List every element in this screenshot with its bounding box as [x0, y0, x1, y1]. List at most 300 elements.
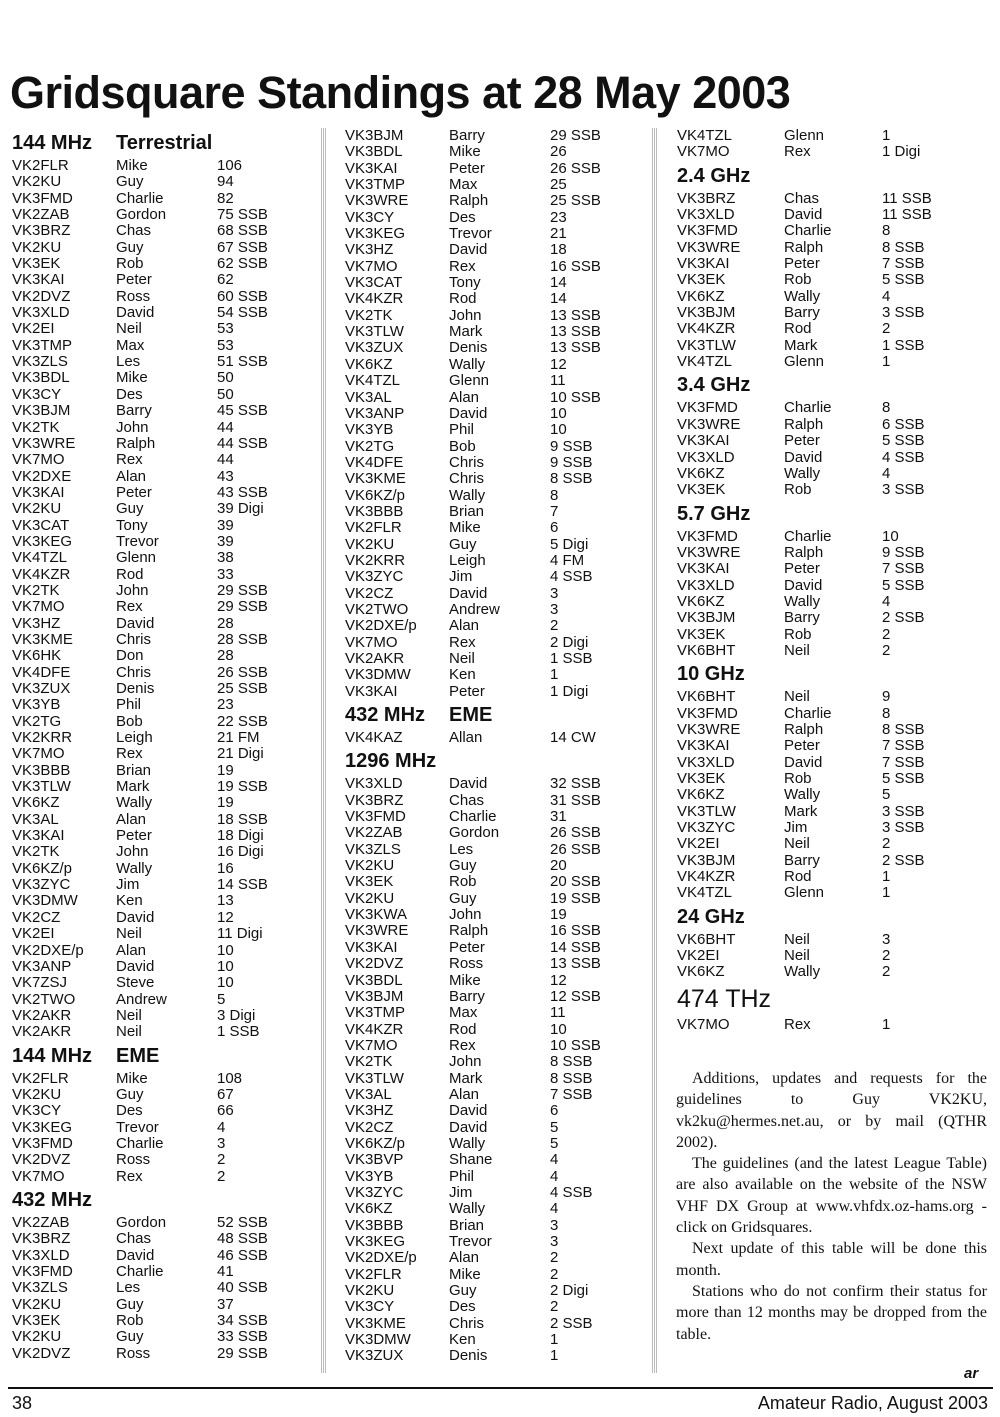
callsign: VK3FMD — [12, 1134, 73, 1152]
callsign: VK3KEG — [12, 532, 73, 550]
standing-row — [345, 422, 645, 438]
standing-row — [677, 755, 992, 771]
operator-name: Trevor — [449, 225, 492, 243]
callsign: VK2KU — [12, 1295, 62, 1313]
grid-count: 2 — [882, 625, 891, 643]
standing-row — [12, 223, 312, 239]
operator-name: Glenn — [784, 353, 825, 371]
standing-row — [677, 529, 992, 545]
operator-name: John — [116, 843, 149, 861]
grid-count: 14 — [550, 274, 567, 292]
callsign: VK2KU — [345, 535, 395, 553]
standing-row — [677, 450, 992, 466]
grid-count: 5 — [217, 990, 226, 1008]
callsign: VK3CAT — [12, 516, 70, 534]
standing-row — [345, 793, 645, 809]
standing-row — [345, 357, 645, 373]
operator-name: Chas — [449, 791, 485, 809]
operator-name: Guy — [116, 238, 144, 256]
operator-name: Ross — [116, 287, 151, 305]
standing-row — [12, 697, 312, 713]
operator-name: Allan — [449, 729, 483, 747]
operator-name: Alan — [449, 388, 480, 406]
standing-row — [12, 1120, 312, 1136]
standing-row — [12, 616, 312, 632]
operator-name: Alan — [116, 810, 147, 828]
standing-row — [345, 1087, 645, 1103]
standing-row — [12, 436, 312, 452]
callsign: VK2EI — [12, 320, 55, 338]
operator-name: Guy — [449, 1282, 477, 1300]
operator-name: Wally — [116, 859, 153, 877]
operator-name: Neil — [784, 641, 810, 659]
operator-name: Phil — [116, 696, 142, 714]
standing-row — [12, 665, 312, 681]
standing-row — [12, 648, 312, 664]
grid-count: 14 CW — [550, 729, 596, 747]
grid-count: 1 SSB — [217, 1023, 260, 1041]
operator-name: Alan — [449, 1085, 480, 1103]
grid-count: 38 — [217, 549, 234, 567]
operator-name: Mark — [449, 323, 483, 341]
operator-name: Barry — [116, 402, 152, 420]
standing-row — [677, 207, 992, 223]
grid-count: 53 — [217, 320, 234, 338]
operator-name: Ken — [449, 1331, 476, 1349]
standing-row — [677, 932, 992, 948]
callsign: VK7ZSJ — [12, 974, 68, 992]
grid-count: 26 — [550, 143, 567, 161]
standing-row — [12, 992, 312, 1008]
standing-row — [345, 651, 645, 667]
callsign: VK3KAI — [345, 938, 398, 956]
band-heading — [345, 746, 645, 776]
grid-count: 3 SSB — [882, 304, 925, 322]
callsign: VK3WRE — [677, 720, 741, 738]
operator-name: Don — [116, 647, 144, 665]
standing-row — [12, 550, 312, 566]
grid-count: 21 FM — [217, 729, 260, 747]
standing-row — [12, 1313, 312, 1329]
callsign: VK3WRE — [677, 238, 741, 256]
callsign: VK3WRE — [12, 434, 76, 452]
callsign: VK3KME — [345, 1314, 406, 1332]
standing-row — [345, 586, 645, 602]
grid-count: 13 SSB — [550, 306, 601, 324]
operator-name: Brian — [116, 761, 152, 779]
grid-count: 26 SSB — [550, 159, 601, 177]
operator-name: David — [449, 1118, 488, 1136]
standing-row — [345, 537, 645, 553]
grid-count: 23 — [217, 696, 234, 714]
callsign: VK4KAZ — [345, 729, 403, 747]
grid-count: 2 — [217, 1167, 226, 1185]
callsign: VK2CZ — [345, 1118, 394, 1136]
callsign: VK2EI — [677, 947, 720, 965]
standing-row — [12, 174, 312, 190]
callsign: VK7MO — [345, 1036, 398, 1054]
standing-row — [677, 738, 992, 754]
grid-count: 2 — [550, 617, 559, 635]
grid-count: 31 — [550, 808, 567, 826]
operator-name: Guy — [449, 857, 477, 875]
callsign: VK2DXE/p — [12, 941, 84, 959]
standing-row — [677, 948, 992, 964]
callsign: VK6KZ — [677, 464, 725, 482]
operator-name: Brian — [449, 502, 485, 520]
callsign: VK3YB — [345, 421, 394, 439]
grid-count: 8 SSB — [882, 720, 925, 738]
band-label: 474 THz — [677, 984, 772, 1013]
standing-row — [12, 779, 312, 795]
grid-count: 82 — [217, 189, 234, 207]
operator-name: Mark — [784, 336, 818, 354]
callsign: VK3TLW — [677, 336, 736, 354]
callsign: VK3XLD — [677, 448, 735, 466]
grid-count: 94 — [217, 173, 234, 191]
standing-row — [345, 1332, 645, 1348]
band-heading — [12, 128, 312, 158]
standing-row — [345, 923, 645, 939]
operator-name: Gordon — [116, 1213, 167, 1231]
standing-row — [345, 340, 645, 356]
column-divider — [652, 128, 657, 1373]
grid-count: 16 SSB — [550, 922, 601, 940]
callsign: VK3ZUX — [345, 1347, 404, 1365]
callsign: VK3KAI — [677, 255, 730, 273]
band-label: 144 MHz — [12, 132, 93, 154]
operator-name: Tony — [116, 516, 148, 534]
grid-count: 5 SSB — [882, 576, 925, 594]
callsign: VK2TK — [345, 306, 393, 324]
grid-count: 11 — [550, 372, 566, 390]
operator-name: Barry — [449, 987, 485, 1005]
callsign: VK3TMP — [345, 1004, 406, 1022]
operator-name: Ralph — [784, 720, 824, 738]
callsign: VK3EK — [12, 1312, 61, 1330]
callsign: VK3BRZ — [12, 1230, 71, 1248]
operator-name: Rob — [784, 481, 812, 499]
standing-row — [12, 338, 312, 354]
standing-row — [677, 627, 992, 643]
callsign: VK6KZ — [677, 786, 725, 804]
callsign: VK4TZL — [677, 127, 733, 144]
operator-name: Andrew — [116, 990, 167, 1008]
operator-name: Leigh — [116, 729, 153, 747]
operator-name: Neil — [784, 930, 810, 948]
operator-name: Mark — [449, 1069, 483, 1087]
standings-column-2 — [345, 128, 645, 1365]
callsign: VK3KEG — [345, 1233, 406, 1250]
grid-count: 2 Digi — [550, 633, 589, 651]
grid-count: 39 — [217, 516, 234, 534]
standing-row — [345, 1169, 645, 1185]
standing-row — [12, 763, 312, 779]
callsign: VK2EI — [677, 835, 720, 853]
grid-count: 10 — [550, 1020, 567, 1038]
operator-name: John — [116, 418, 149, 436]
grid-count: 25 SSB — [217, 680, 268, 697]
grid-count: 1 — [550, 1331, 559, 1349]
standing-row — [677, 240, 992, 256]
callsign: VK6KZ/p — [345, 1134, 406, 1152]
grid-count: 5 — [882, 786, 891, 804]
grid-count: 106 — [217, 157, 243, 174]
standing-row — [345, 956, 645, 972]
grid-count: 16 SSB — [550, 257, 601, 275]
standing-row — [345, 1348, 645, 1364]
grid-count: 6 SSB — [882, 415, 925, 433]
grid-count: 11 — [550, 1004, 566, 1022]
operator-name: Trevor — [116, 1118, 159, 1136]
grid-count: 2 — [550, 1265, 559, 1283]
standing-row — [345, 1120, 645, 1136]
grid-count: 45 SSB — [217, 402, 268, 420]
standing-row — [345, 1005, 645, 1021]
operator-name: Chris — [449, 1314, 485, 1332]
grid-count: 7 SSB — [882, 255, 925, 273]
standing-row — [12, 305, 312, 321]
standing-row — [345, 684, 645, 700]
grid-count: 1 SSB — [550, 650, 593, 667]
callsign: VK4KZR — [345, 290, 404, 308]
standing-row — [345, 1071, 645, 1087]
grid-count: 10 — [217, 941, 234, 959]
grid-count: 28 — [217, 647, 234, 665]
operator-name: Rob — [116, 1312, 144, 1330]
operator-name: John — [449, 1053, 482, 1071]
operator-name: Denis — [449, 339, 488, 357]
standing-row — [345, 1250, 645, 1266]
operator-name: Charlie — [784, 704, 832, 722]
callsign: VK3ZYC — [677, 819, 736, 837]
grid-count: 19 SSB — [550, 889, 601, 907]
standing-row — [345, 308, 645, 324]
standing-row — [677, 869, 992, 885]
callsign: VK2FLR — [12, 1069, 69, 1087]
callsign: VK2AKR — [12, 1006, 72, 1024]
standing-row — [12, 518, 312, 534]
callsign: VK3CAT — [345, 274, 403, 292]
standing-row — [677, 272, 992, 288]
standing-row — [677, 545, 992, 561]
callsign: VK3KEG — [345, 225, 406, 243]
grid-count: 62 — [217, 271, 234, 289]
callsign: VK3AL — [345, 1085, 392, 1103]
operator-name: Wally — [784, 963, 821, 981]
standing-row — [345, 1201, 645, 1217]
callsign: VK2TK — [12, 581, 60, 599]
callsign: VK7MO — [12, 598, 65, 616]
callsign: VK3BJM — [12, 402, 71, 420]
callsign: VK2DXE — [12, 467, 72, 485]
operator-name: David — [116, 304, 155, 322]
operator-name: Peter — [784, 255, 820, 273]
operator-name: Shane — [449, 1151, 493, 1169]
operator-name: Wally — [449, 486, 486, 504]
callsign: VK3ZLS — [12, 353, 68, 371]
standing-row — [12, 893, 312, 909]
operator-name: Wally — [449, 355, 486, 373]
operator-name: Les — [116, 1279, 141, 1297]
grid-count: 19 — [217, 761, 234, 779]
grid-count: 1 Digi — [550, 682, 589, 700]
operator-name: Tony — [449, 274, 481, 292]
operator-name: Brian — [449, 1216, 485, 1234]
callsign: VK3XLD — [677, 753, 735, 771]
callsign: VK3BRZ — [12, 222, 71, 240]
callsign: VK3FMD — [677, 527, 738, 545]
grid-count: 25 — [550, 176, 567, 194]
operator-name: Guy — [116, 1328, 144, 1346]
callsign: VK3YB — [345, 1167, 394, 1185]
grid-count: 5 SSB — [882, 271, 925, 289]
callsign: VK3XLD — [12, 1246, 70, 1264]
grid-count: 33 — [217, 565, 234, 583]
operator-name: David — [116, 1246, 155, 1264]
standing-row — [345, 776, 645, 792]
grid-count: 16 — [217, 859, 234, 877]
operator-name: Jim — [449, 1183, 473, 1201]
grid-count: 2 Digi — [550, 1282, 589, 1300]
callsign: VK3BVP — [345, 1151, 404, 1169]
standing-row — [345, 1316, 645, 1332]
standing-row — [12, 289, 312, 305]
grid-count: 60 SSB — [217, 287, 268, 305]
operator-name: Charlie — [449, 808, 497, 826]
standing-row — [12, 354, 312, 370]
callsign: VK7MO — [12, 1167, 65, 1185]
standing-row — [12, 452, 312, 468]
operator-name: Rod — [784, 320, 812, 338]
grid-count: 13 SSB — [550, 323, 601, 341]
operator-name: Charlie — [116, 1263, 164, 1280]
grid-count: 39 Digi — [217, 500, 264, 518]
operator-name: Phil — [449, 1167, 475, 1185]
standing-row — [677, 594, 992, 610]
callsign: VK4KZR — [677, 320, 736, 338]
standing-row — [345, 1103, 645, 1119]
callsign: VK3BJM — [677, 851, 736, 869]
grid-count: 31 SSB — [550, 791, 601, 809]
callsign: VK4TZL — [345, 372, 401, 390]
band-label: 144 MHz — [12, 1044, 93, 1067]
grid-count: 3 SSB — [882, 802, 925, 820]
operator-name: Guy — [116, 1295, 144, 1313]
grid-count: 7 SSB — [882, 753, 925, 771]
callsign: VK3BBB — [345, 1216, 404, 1234]
standing-row — [345, 275, 645, 291]
operator-name: David — [449, 1102, 488, 1120]
standing-row — [345, 1152, 645, 1168]
standing-row — [12, 321, 312, 337]
operator-name: Guy — [116, 1085, 144, 1103]
operator-name: Wally — [116, 794, 153, 812]
callsign: VK3KWA — [345, 906, 407, 924]
callsign: VK7MO — [345, 633, 398, 651]
grid-count: 10 — [550, 404, 567, 422]
grid-count: 5 Digi — [550, 535, 589, 553]
standing-row — [677, 417, 992, 433]
operator-name: Wally — [784, 287, 821, 305]
operator-name: Neil — [449, 650, 475, 667]
operator-name: Alan — [116, 941, 147, 959]
grid-count: 66 — [217, 1102, 234, 1120]
grid-count: 10 — [882, 527, 899, 545]
operator-name: Des — [116, 385, 143, 403]
operator-name: Neil — [116, 1023, 142, 1041]
callsign: VK3AL — [345, 388, 392, 406]
callsign: VK3EK — [677, 481, 726, 499]
operator-name: Charlie — [784, 527, 832, 545]
grid-count: 3 SSB — [882, 819, 925, 837]
grid-count: 53 — [217, 336, 234, 354]
grid-count: 4 FM — [550, 551, 585, 569]
operator-name: Ken — [449, 666, 476, 684]
callsign: VK3ANP — [345, 404, 405, 422]
grid-count: 18 Digi — [217, 827, 264, 845]
note-paragraph: Additions, updates and requests for the guidelines to Guy VK2KU, vk2ku@hermes.net.au, or by mail (QTHR 2002). — [676, 1070, 987, 1151]
operator-name: Rex — [449, 1036, 476, 1054]
band-heading — [677, 499, 992, 529]
standing-row — [345, 809, 645, 825]
operator-name: Gordon — [116, 206, 167, 224]
grid-count: 3 SSB — [882, 481, 925, 499]
operator-name: David — [449, 241, 488, 259]
callsign: VK2KU — [12, 500, 62, 518]
operator-name: Glenn — [449, 372, 490, 390]
grid-count: 12 — [217, 908, 234, 926]
operator-name: Rex — [116, 598, 143, 616]
callsign: VK7MO — [12, 451, 65, 469]
notes-block — [676, 1068, 987, 1345]
operator-name: Peter — [784, 737, 820, 755]
standing-row — [345, 1038, 645, 1054]
grid-count: 11 SSB — [882, 189, 932, 207]
standing-row — [345, 504, 645, 520]
grid-count: 29 SSB — [217, 581, 268, 599]
operator-name: Des — [116, 1102, 143, 1120]
standing-row — [677, 836, 992, 852]
grid-count: 1 — [882, 1015, 891, 1033]
standing-row — [345, 406, 645, 422]
operator-name: Ralph — [449, 192, 489, 210]
standing-row — [12, 795, 312, 811]
operator-name: Mike — [116, 369, 148, 387]
operator-name: Chris — [116, 630, 152, 648]
callsign: VK2KU — [12, 1085, 62, 1103]
callsign: VK6KZ — [345, 1200, 393, 1218]
callsign: VK3BJM — [677, 304, 736, 322]
operator-name: Barry — [784, 304, 820, 322]
standing-row — [345, 324, 645, 340]
grid-count: 13 SSB — [550, 339, 601, 357]
standing-row — [12, 1215, 312, 1231]
operator-name: Peter — [784, 560, 820, 578]
callsign: VK3BRZ — [677, 189, 736, 207]
operator-name: Denis — [449, 1347, 488, 1365]
operator-name: Rob — [784, 625, 812, 643]
callsign: VK3KEG — [12, 1118, 73, 1136]
standing-row — [12, 370, 312, 386]
operator-name: David — [449, 404, 488, 422]
grid-count: 62 SSB — [217, 255, 268, 273]
operator-name: Mark — [784, 802, 818, 820]
operator-name: Guy — [116, 500, 144, 518]
grid-count: 4 — [882, 287, 891, 305]
callsign: VK2DVZ — [12, 1151, 71, 1169]
operator-name: Rod — [449, 290, 477, 308]
